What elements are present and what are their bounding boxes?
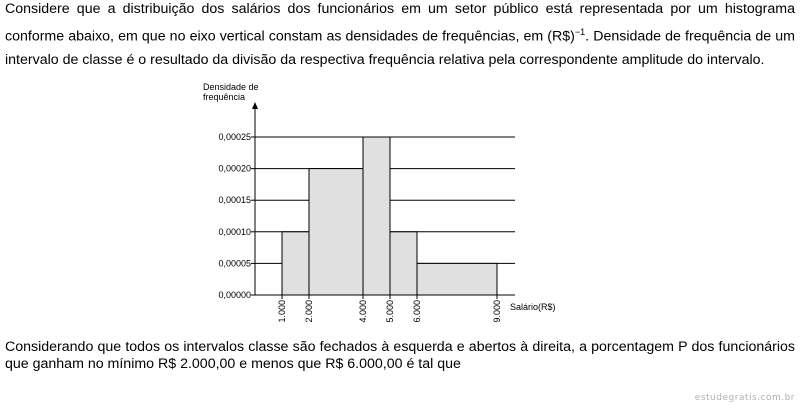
histogram-bar <box>363 137 390 295</box>
watermark: estudegratis.com.br <box>694 393 795 403</box>
intro-exponent: −1 <box>574 27 586 37</box>
x-tick-label: 2.000 <box>304 300 314 323</box>
x-tick-label: 9.000 <box>492 300 502 323</box>
x-axis-label: Salário(R$) <box>510 302 556 312</box>
histogram-bar <box>417 263 497 295</box>
x-tick-label: 6.000 <box>412 300 422 323</box>
histogram-bar <box>282 232 309 295</box>
x-tick-label: 4.000 <box>358 300 368 323</box>
y-tick-label: 0,00005 <box>218 258 251 269</box>
y-axis-label-line2: frequência <box>203 92 246 102</box>
intro-text-1: Considere que a distribuição dos salários dos funcionários em um setor público está representada por um histograma conforme abaixo, em que no eixo vertical constam as densidades de frequências, em (R$) <box>5 1 795 45</box>
x-tick-label: 1.000 <box>277 300 287 323</box>
y-tick-label: 0,00010 <box>218 226 251 237</box>
x-tick-label: 5.000 <box>385 300 395 323</box>
y-tick-label: 0,00025 <box>218 132 251 142</box>
y-tick-label: 0,00020 <box>218 163 251 174</box>
y-axis-label-line1: Densidade de <box>203 82 259 92</box>
y-tick-label: 0,00000 <box>218 290 251 300</box>
y-axis-arrow <box>252 102 258 109</box>
intro-text-2: . Densidade de frequência de um intervalo de classe é o resultado da divisão da respectiva frequência relativa pela correspondente amplitude do intervalo. <box>5 28 795 68</box>
histogram-bar <box>390 232 417 295</box>
y-tick-label: 0,00015 <box>218 195 251 206</box>
histogram-bar <box>309 169 363 295</box>
question-closing: Considerando que todos os intervalos classe são fechados à esquerda e abertos à direita, a porcentagem P dos funcionários que ganham no mínimo R$ 2.000,00 e menos que R$ 6.000,00 é tal que <box>5 339 795 372</box>
